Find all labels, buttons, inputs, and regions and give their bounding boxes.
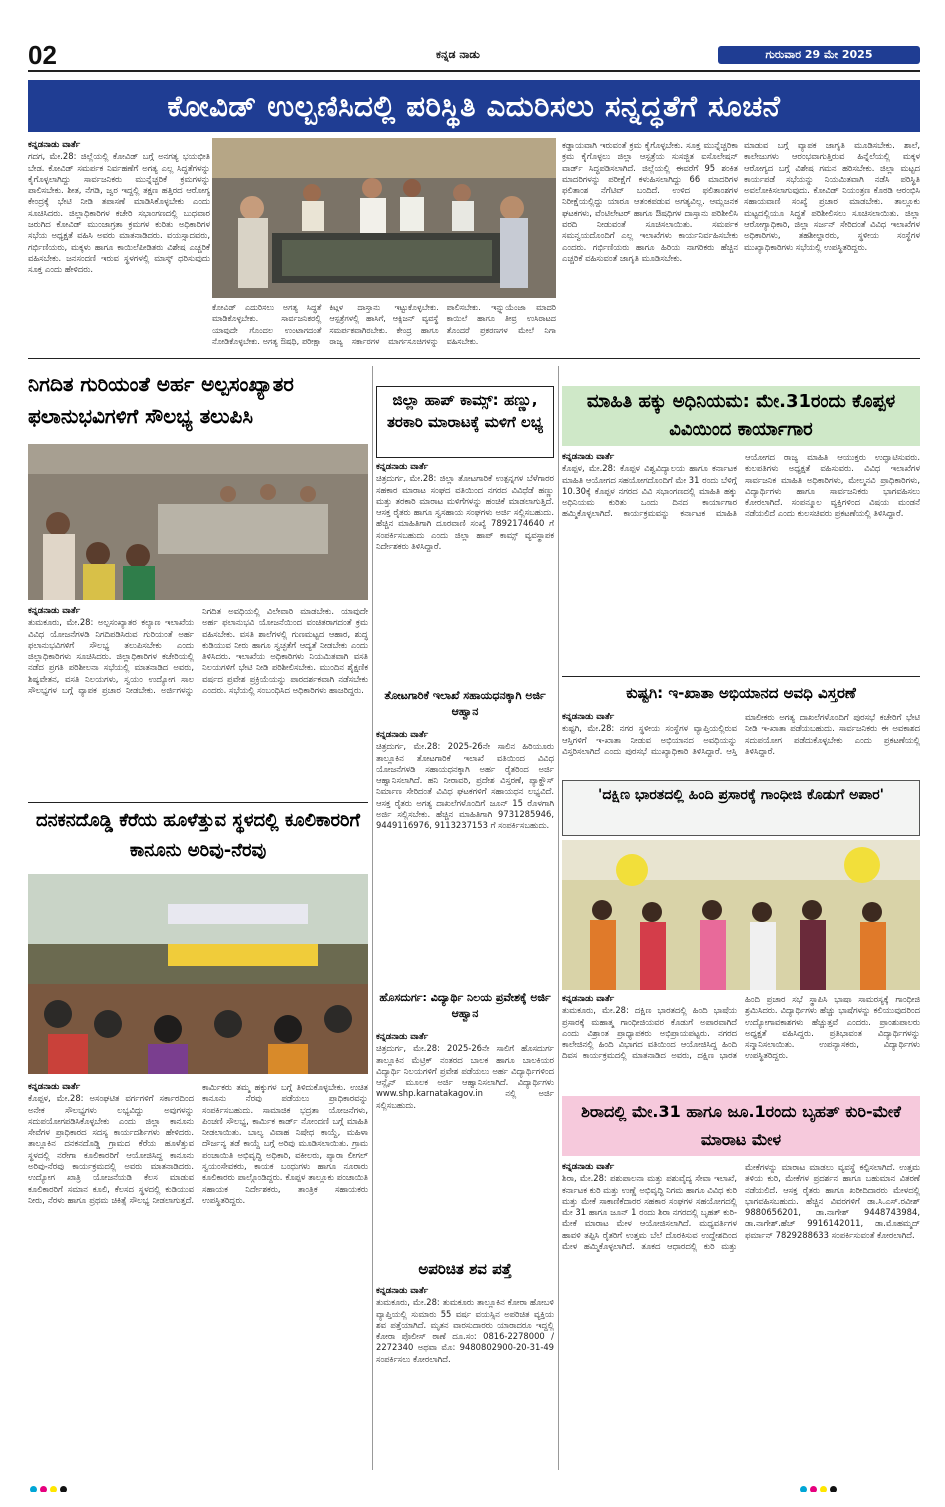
hindi-body: ತುಮಕೂರು, ಮೇ.28: ದಕ್ಷಿಣ ಭಾರತದಲ್ಲಿ ಹಿಂದಿ ಭಾಷೆಯ ಪ್ರಸಾರಕ್ಕೆ ಮಹಾತ್ಮ ಗಾಂಧೀಜಿಯವರ ಕೊಡುಗೆ ಅಪಾರವಾಗಿದೆ ಎಂದು ವಿಶ್ರಾಂತ ಪ್ರಾಧ್ಯಾಪಕರು ಅಭಿಪ್ರಾಯಪಟ್ಟರು. ನಗರದ ಕಾಲೇಜಿನಲ್ಲಿ ಹಿಂದಿ ವಿಭಾಗದ ವತಿಯಿಂದ ಆಯೋಜಿಸಿದ್ದ ಹಿಂದಿ ದಿವಸ ಕಾರ್ಯಕ್ರಮದಲ್ಲಿ ಮಾತನಾಡಿದ ಅವರು, ದಕ್ಷಿಣ ಭಾರತ ಹಿಂದಿ ಪ್ರಚಾರ ಸಭೆ ಸ್ಥಾಪಿಸಿ ಭಾಷಾ ಸಾಮರಸ್ಯಕ್ಕೆ ಗಾಂಧೀಜಿ ಶ್ರಮಿಸಿದರು. ವಿದ್ಯಾರ್ಥಿಗಳು ಹೆಚ್ಚು ಭಾಷೆಗಳನ್ನು ಕಲಿಯುವುದರಿಂದ ಉದ್ಯೋಗಾವಕಾಶಗಳು ಹೆಚ್ಚುತ್ತವೆ ಎಂದರು. ಪ್ರಾಂಶುಪಾಲರು ಅಧ್ಯಕ್ಷತೆ ವಹಿಸಿದ್ದರು. ಪ್ರತಿಭಾವಂತ ವಿದ್ಯಾರ್ಥಿಗಳನ್ನು ಸನ್ಮಾನಿಸಲಾಯಿತು. ಉಪನ್ಯಾಸಕರು, ವಿದ್ಯಾರ್ಥಿಗಳು ಉಪಸ್ಥಿತರಿದ್ದರು. [562,994,920,1061]
hopcoms-headline: ಜಿಲ್ಲಾ ಹಾಪ್ ಕಾಮ್ಸ್: ಹಣ್ಣು, ತರಕಾರಿ ಮಾರಾಟಕ್ಕೆ ಮಳಿಗೆ ಲಭ್ಯ [386,391,544,431]
sheep-headline: ಶಿರಾದಲ್ಲಿ ಮೇ.31 ಹಾಗೂ ಜೂ.1ರಂದು ಬೃಹತ್ ಕುರಿ-ಮೇಕೆ ಮಾರಾಟ ಮೇಳ [581,1102,901,1149]
ekhata-headline: ಕುಷ್ಟಗಿ: ಇ-ಖಾತಾ ಅಭಿಯಾನದ ಅವಧಿ ವಿಸ್ತರಣೆ [626,684,856,702]
minority-photo [28,444,368,600]
section-rule-1 [28,358,920,359]
registration-dots-right [800,1478,920,1492]
page-number: 02 [28,40,57,70]
ekhata-byline: ಕನ್ನಡನಾಡು ವಾರ್ತೆ [562,712,615,722]
hopcoms-byline: ಕನ್ನಡನಾಡು ವಾರ್ತೆ [376,462,429,472]
lake-body: ಕೊಪ್ಪಳ, ಮೇ.28: ಅಸಂಘಟಿತ ವರ್ಗಗಳಿಗೆ ಸರ್ಕಾರದಿಂದ ಅನೇಕ ಸೌಲಭ್ಯಗಳು ಲಭ್ಯವಿದ್ದು ಅವುಗಳನ್ನು ಸದುಪಯೋಗಪಡಿಸಿಕೊಳ್ಳಬೇಕು ಎಂದು ಜಿಲ್ಲಾ ಕಾನೂನು ಸೇವೆಗಳ ಪ್ರಾಧಿಕಾರದ ಸದಸ್ಯ ಕಾರ್ಯದರ್ಶಿಗಳು ಹೇಳಿದರು. ತಾಲ್ಲೂಕಿನ ದನಕನದೊಡ್ಡಿ ಗ್ರಾಮದ ಕೆರೆಯ ಹೂಳೆತ್ತುವ ಸ್ಥಳದಲ್ಲಿ ನರೇಗಾ ಕೂಲಿಕಾರರಿಗೆ ಆಯೋಜಿಸಿದ್ದ ಕಾನೂನು ಅರಿವು-ನೆರವು ಕಾರ್ಯಕ್ರಮದಲ್ಲಿ ಅವರು ಮಾತನಾಡಿದರು. ಉದ್ಯೋಗ ಖಾತ್ರಿ ಯೋಜನೆಯಡಿ ಕೆಲಸ ಮಾಡುವ ಕೂಲಿಕಾರರಿಗೆ ಸಮಾನ ಕೂಲಿ, ಕೆಲಸದ ಸ್ಥಳದಲ್ಲಿ ಕುಡಿಯುವ ನೀರು, ನೆರಳು ಹಾಗೂ ಪ್ರಥಮ ಚಿಕಿತ್ಸೆ ಸೌಲಭ್ಯ ನೀಡಲಾಗುತ್ತದೆ. ಕಾರ್ಮಿಕರು ತಮ್ಮ ಹಕ್ಕುಗಳ ಬಗ್ಗೆ ತಿಳಿದುಕೊಳ್ಳಬೇಕು. ಉಚಿತ ಕಾನೂನು ನೆರವು ಪಡೆಯಲು ಪ್ರಾಧಿಕಾರವನ್ನು ಸಂಪರ್ಕಿಸಬಹುದು. ಸಾಮಾಜಿಕ ಭದ್ರತಾ ಯೋಜನೆಗಳು, ಪಿಂಚಣಿ ಸೌಲಭ್ಯ, ಕಾರ್ಮಿಕ ಕಾರ್ಡ್ ನೋಂದಣಿ ಬಗ್ಗೆ ಮಾಹಿತಿ ನೀಡಲಾಯಿತು. ಬಾಲ್ಯ ವಿವಾಹ ನಿಷೇಧ ಕಾಯ್ದೆ, ಮಹಿಳಾ ದೌರ್ಜನ್ಯ ತಡೆ ಕಾಯ್ದೆ ಬಗ್ಗೆ ಅರಿವು ಮೂಡಿಸಲಾಯಿತು. ಗ್ರಾಮ ಪಂಚಾಯಿತಿ ಅಭಿವೃದ್ಧಿ ಅಧಿಕಾರಿ, ವಕೀಲರು, ಪ್ಯಾರಾ ಲೀಗಲ್ ಸ್ವಯಂಸೇವಕರು, ಕಾಯಕ ಬಂಧುಗಳು ಹಾಗೂ ನೂರಾರು ಕೂಲಿಕಾರರು ಪಾಲ್ಗೊಂಡಿದ್ದರು. ಕೊಪ್ಪಳ ತಾಲ್ಲೂಕು ಪಂಚಾಯಿತಿ ಸಹಾಯಕ ನಿರ್ದೇಶಕರು, ತಾಂತ್ರಿಕ ಸಹಾಯಕರು ಉಪಸ್ಥಿತರಿದ್ದರು. [28,1082,368,1205]
rti-headline-box [562,386,920,446]
lead-headline-bar [28,80,920,132]
hindi-body-box [562,994,920,1090]
body-found-headline: ಅಪರಿಚಿತ ಶವ ಪತ್ತೆ [418,1260,512,1278]
lead-photo [212,138,556,298]
date-badge [718,46,920,64]
lead-headline: ಕೋವಿಡ್ ಉಲ್ಬಣಿಸಿದಲ್ಲಿ ಪರಿಸ್ಥಿತಿ ಎದುರಿಸಲು ಸನ್ನದ್ಧತೆಗೆ ಸೂಚನೆ [167,89,781,123]
lead-col4: ಮಾಡುವ ಬಗ್ಗೆ ವ್ಯಾಪಕ ಜಾಗೃತಿ ಮೂಡಿಸಬೇಕು. ಶಾಲೆ, ಕಾಲೇಜುಗಳು ಆರಂಭವಾಗುತ್ತಿರುವ ಹಿನ್ನೆಲೆಯಲ್ಲಿ ಮಕ್ಕಳ ಆರೋಗ್ಯದ ಬಗ್ಗೆ ವಿಶೇಷ ಗಮನ ಹರಿಸಬೇಕು. ಜಿಲ್ಲಾ ಮಟ್ಟದ ಕಾರ್ಯಪಡೆ ಸಭೆಯನ್ನು ನಿಯಮಿತವಾಗಿ ನಡೆಸಿ ಪರಿಸ್ಥಿತಿ ಅವಲೋಕಿಸಲಾಗುವುದು. ಕೋವಿಡ್ ನಿಯಂತ್ರಣ ಕೊಠಡಿ ಆರಂಭಿಸಿ ಸಹಾಯವಾಣಿ ಸಂಖ್ಯೆ ಪ್ರಚಾರ ಮಾಡಬೇಕು. ತಾಲ್ಲೂಕು ಮಟ್ಟದಲ್ಲಿಯೂ ಸಿದ್ಧತೆ ಪರಿಶೀಲಿಸಲು ಸೂಚಿಸಲಾಯಿತು. ಜಿಲ್ಲಾ ಆರೋಗ್ಯಾಧಿಕಾರಿ, ಜಿಲ್ಲಾ ಸರ್ಜನ್ ಸೇರಿದಂತೆ ವಿವಿಧ ಇಲಾಖೆಗಳ ಅಧಿಕಾರಿಗಳು, ತಹಶೀಲ್ದಾರರು, ಸ್ಥಳೀಯ ಸಂಸ್ಥೆಗಳ ಮುಖ್ಯಾಧಿಕಾರಿಗಳು ಸಭೆಯಲ್ಲಿ ಉಪಸ್ಥಿತರಿದ್ದರು. [744,140,920,252]
rti-byline: ಕನ್ನಡನಾಡು ವಾರ್ತೆ [562,452,615,462]
minority-byline: ಕನ್ನಡನಾಡು ವಾರ್ತೆ [28,606,81,616]
meeting-photo-image [212,138,556,298]
hindi-headline-box [562,780,920,836]
ekhata-body-box [562,712,920,774]
lead-col1-text: ಗದಗ, ಮೇ.28: ಜಿಲ್ಲೆಯಲ್ಲಿ ಕೋವಿಡ್ ಬಗ್ಗೆ ಅನಗತ್ಯ ಭಯಭೀತಿ ಬೇಡ. ಕೋವಿಡ್ ಸಮರ್ಪಕ ನಿರ್ವಹಣೆಗೆ ಅಗತ್ಯ ಎಲ್ಲ ಸಿದ್ಧತೆಗಳನ್ನು ಕೈಗೊಳ್ಳಲಾಗಿದ್ದು ಸಾರ್ವಜನಿಕರು ಮುನ್ನೆಚ್ಚರಿಕೆ ಕ್ರಮಗಳನ್ನು ಪಾಲಿಸಬೇಕು. ಶೀತ, ನೆಗಡಿ, ಜ್ವರ ಇದ್ದಲ್ಲಿ ತಕ್ಷಣ ಹತ್ತಿರದ ಆರೋಗ್ಯ ಕೇಂದ್ರಕ್ಕೆ ಭೇಟಿ ನೀಡಿ ತಪಾಸಣೆ ಮಾಡಿಸಿಕೊಳ್ಳಬೇಕು ಎಂದು ಸೂಚಿಸಿದರು. ಜಿಲ್ಲಾಧಿಕಾರಿಗಳ ಕಚೇರಿ ಸಭಾಂಗಣದಲ್ಲಿ ಬುಧವಾರ ಜರುಗಿದ ಕೋವಿಡ್ ಮುಂಜಾಗ್ರತಾ ಕ್ರಮಗಳ ಕುರಿತು ಅಧಿಕಾರಿಗಳ ಸಭೆಯ ಅಧ್ಯಕ್ಷತೆ ವಹಿಸಿ ಅವರು ಮಾತನಾಡಿದರು. ವಯಸ್ಸಾದವರು, ಗರ್ಭಿಣಿಯರು, ಮಕ್ಕಳು ಹಾಗೂ ಕಾಯಿಲೆಪೀಡಿತರು ವಿಶೇಷ ಎಚ್ಚರಿಕೆ ವಹಿಸಬೇಕು. ಜನಸಂದಣಿ ಇರುವ ಸ್ಥಳಗಳಲ್ಲಿ ಮಾಸ್ಕ್ ಧರಿಸುವುದು ಸೂಕ್ತ ಎಂದು ಹೇಳಿದರು. [28,151,210,275]
minority-headline: ನಿಗದಿತ ಗುರಿಯಂತೆ ಅರ್ಹ ಅಲ್ಪಸಂಖ್ಯಾತರ ಫಲಾನುಭವಿಗಳಿಗೆ ಸೌಲಭ್ಯ ತಲುಪಿಸಿ [28,372,294,428]
hindi-byline: ಕನ್ನಡನಾಡು ವಾರ್ತೆ [562,994,615,1004]
hostel-body: ಚಿತ್ರದುರ್ಗ, ಮೇ.28: 2025-26ನೇ ಸಾಲಿಗೆ ಹೊಸದುರ್ಗ ತಾಲ್ಲೂಕಿನ ಮೆಟ್ರಿಕ್ ನಂತರದ ಬಾಲಕ ಹಾಗೂ ಬಾಲಕಿಯರ ವಿದ್ಯಾರ್ಥಿ ನಿಲಯಗಳಿಗೆ ಪ್ರವೇಶ ಪಡೆಯಲು ಅರ್ಹ ವಿದ್ಯಾರ್ಥಿಗಳಿಂದ ಆನ್ಲೈನ್ ಮೂಲಕ ಅರ್ಜಿ ಆಹ್ವಾನಿಸಲಾಗಿದೆ. ವಿದ್ಯಾರ್ಥಿಗಳು www.shp.karnatakagov.in ನಲ್ಲಿ ಅರ್ಜಿ ಸಲ್ಲಿಸಬಹುದು. [376,1043,554,1110]
hindi-headline: 'ದಕ್ಷಿಣ ಭಾರತದಲ್ಲಿ ಹಿಂದಿ ಪ್ರಸಾರಕ್ಕೆ ಗಾಂಧೀಜಿ ಕೊಡುಗೆ ಅಪಾರ' [598,787,884,803]
hindi-photo [562,840,920,990]
hostel-body-box [376,1032,554,1252]
minority-body-box [28,606,368,796]
date-text: ಗುರುವಾರ 29 ಮೇ 2025 [765,48,873,61]
hostel-byline: ಕನ್ನಡನಾಡು ವಾರ್ತೆ [376,1032,429,1042]
sheep-body: ಶಿರಾ, ಮೇ.28: ಪಶುಪಾಲನಾ ಮತ್ತು ಪಶುವೈದ್ಯ ಸೇವಾ ಇಲಾಖೆ, ಕರ್ನಾಟಕ ಕುರಿ ಮತ್ತು ಉಣ್ಣೆ ಅಭಿವೃದ್ಧಿ ನಿಗಮ ಹಾಗೂ ವಿವಿಧ ಕುರಿ ಮತ್ತು ಮೇಕೆ ಸಾಕಾಣಿಕೆದಾರರ ಸಹಕಾರ ಸಂಘಗಳ ಸಹಯೋಗದಲ್ಲಿ ಮೇ 31 ಹಾಗೂ ಜೂನ್ 1 ರಂದು ಶಿರಾ ನಗರದಲ್ಲಿ ಬೃಹತ್ ಕುರಿ-ಮೇಕೆ ಮಾರಾಟ ಮೇಳ ಆಯೋಜಿಸಲಾಗಿದೆ. ಮಧ್ಯವರ್ತಿಗಳ ಹಾವಳಿ ತಪ್ಪಿಸಿ ರೈತರಿಗೆ ಉತ್ತಮ ಬೆಲೆ ದೊರಕಿಸುವ ಉದ್ದೇಶದಿಂದ ಮೇಳ ಹಮ್ಮಿಕೊಳ್ಳಲಾಗಿದೆ. ತೂಕದ ಆಧಾರದಲ್ಲಿ ಕುರಿ ಮತ್ತು ಮೇಕೆಗಳನ್ನು ಮಾರಾಟ ಮಾಡಲು ವ್ಯವಸ್ಥೆ ಕಲ್ಪಿಸಲಾಗಿದೆ. ಉತ್ತಮ ತಳಿಯ ಕುರಿ, ಮೇಕೆಗಳ ಪ್ರದರ್ಶನ ಹಾಗೂ ಬಹುಮಾನ ವಿತರಣೆ ನಡೆಯಲಿದೆ. ಆಸಕ್ತ ರೈತರು ಹಾಗೂ ಖರೀದಿದಾರರು ಮೇಳದಲ್ಲಿ ಭಾಗವಹಿಸಬಹುದು. ಹೆಚ್ಚಿನ ವಿವರಗಳಿಗೆ ಡಾ.ಸಿ.ಎಸ್.ರವೀಶ್ 9880656201, ಡಾ.ನಾಗೇಶ್ 9448743984, ಡಾ.ನಾಗೇಶ್.ಹೆಚ್ 9916142011, ಡಾ.ಮೊಹಮ್ಮದ್ ಫರ್ಮಾನ್ 7829288633 ಸಂಪರ್ಕಿಸುವಂತೆ ಕೋರಲಾಗಿದೆ. [562,1162,920,1252]
section-rule-3 [562,676,920,677]
lead-byline: ಕನ್ನಡನಾಡು ವಾರ್ತೆ [28,140,81,150]
rti-body: ಕೊಪ್ಪಳ, ಮೇ.28: ಕೊಪ್ಪಳ ವಿಶ್ವವಿದ್ಯಾಲಯ ಹಾಗೂ ಕರ್ನಾಟಕ ಮಾಹಿತಿ ಆಯೋಗದ ಸಹಯೋಗದೊಂದಿಗೆ ಮೇ 31 ರಂದು ಬೆಳಿಗ್ಗೆ 10.30ಕ್ಕೆ ಕೊಪ್ಪಳ ನಗರದ ವಿವಿ ಸಭಾಂಗಣದಲ್ಲಿ ಮಾಹಿತಿ ಹಕ್ಕು ಅಧಿನಿಯಮ ಕುರಿತು ಒಂದು ದಿನದ ಕಾರ್ಯಾಗಾರ ಹಮ್ಮಿಕೊಳ್ಳಲಾಗಿದೆ. ಕಾರ್ಯಕ್ರಮವನ್ನು ಕರ್ನಾಟಕ ಮಾಹಿತಿ ಆಯೋಗದ ರಾಜ್ಯ ಮಾಹಿತಿ ಆಯುಕ್ತರು ಉದ್ಘಾಟಿಸುವರು. ಕುಲಪತಿಗಳು ಅಧ್ಯಕ್ಷತೆ ವಹಿಸುವರು. ವಿವಿಧ ಇಲಾಖೆಗಳ ಸಾರ್ವಜನಿಕ ಮಾಹಿತಿ ಅಧಿಕಾರಿಗಳು, ಮೇಲ್ಮನವಿ ಪ್ರಾಧಿಕಾರಿಗಳು, ವಿದ್ಯಾರ್ಥಿಗಳು ಹಾಗೂ ಸಾರ್ವಜನಿಕರು ಭಾಗವಹಿಸಲು ಕೋರಲಾಗಿದೆ. ಸಂಪನ್ಮೂಲ ವ್ಯಕ್ತಿಗಳಿಂದ ವಿಷಯ ಮಂಡನೆ ನಡೆಯಲಿದೆ ಎಂದು ಕುಲಸಚಿವರು ಪ್ರಕಟಣೆಯಲ್ಲಿ ತಿಳಿಸಿದ್ದಾರೆ. [562,452,920,519]
hostel-headline-box [376,990,554,1030]
meeting-hall-image [28,444,368,600]
registration-dots-left [30,1478,150,1492]
rti-headline: ಮಾಹಿತಿ ಹಕ್ಕು ಅಧಿನಿಯಮ: ಮೇ.31ರಂದು ಕೊಪ್ಪಳ ವಿವಿಯಿಂದ ಕಾರ್ಯಾಗಾರ [586,391,896,440]
ekhata-body: ಕುಷ್ಟಗಿ, ಮೇ.28: ನಗರ ಸ್ಥಳೀಯ ಸಂಸ್ಥೆಗಳ ವ್ಯಾಪ್ತಿಯಲ್ಲಿರುವ ಆಸ್ತಿಗಳಿಗೆ ಇ-ಖಾತಾ ನೀಡುವ ಅಭಿಯಾನದ ಅವಧಿಯನ್ನು ವಿಸ್ತರಿಸಲಾಗಿದೆ ಎಂದು ಪುರಸಭೆ ಮುಖ್ಯಾಧಿಕಾರಿ ತಿಳಿಸಿದ್ದಾರೆ. ಆಸ್ತಿ ಮಾಲೀಕರು ಅಗತ್ಯ ದಾಖಲೆಗಳೊಂದಿಗೆ ಪುರಸಭೆ ಕಚೇರಿಗೆ ಭೇಟಿ ನೀಡಿ ಇ-ಖಾತಾ ಪಡೆಯಬಹುದು. ಸಾರ್ವಜನಿಕರು ಈ ಅವಕಾಶದ ಸದುಪಯೋಗ ಪಡೆದುಕೊಳ್ಳಬೇಕು ಎಂದು ಪ್ರಕಟಣೆಯಲ್ಲಿ ತಿಳಿಸಿದ್ದಾರೆ. [562,712,920,756]
felicitation-image [562,840,920,990]
hostel-headline: ಹೊಸದುರ್ಗ: ವಿದ್ಯಾರ್ಥಿ ನಿಲಯ ಪ್ರವೇಶಕ್ಕೆ ಅರ್ಜಿ ಆಹ್ವಾನ [379,991,551,1020]
lead-col1 [28,140,210,352]
hopcoms-headline-box [376,386,554,458]
minority-body: ತುಮಕೂರು, ಮೇ.28: ಅಲ್ಪಸಂಖ್ಯಾತರ ಕಲ್ಯಾಣ ಇಲಾಖೆಯ ವಿವಿಧ ಯೋಜನೆಗಳಡಿ ನಿಗದಿಪಡಿಸಿರುವ ಗುರಿಯಂತೆ ಅರ್ಹ ಫಲಾನುಭವಿಗಳಿಗೆ ಸೌಲಭ್ಯ ತಲುಪಿಸಬೇಕು ಎಂದು ಜಿಲ್ಲಾಧಿಕಾರಿಗಳು ಸೂಚಿಸಿದರು. ಜಿಲ್ಲಾಧಿಕಾರಿಗಳ ಕಚೇರಿಯಲ್ಲಿ ನಡೆದ ಪ್ರಗತಿ ಪರಿಶೀಲನಾ ಸಭೆಯಲ್ಲಿ ಮಾತನಾಡಿದ ಅವರು, ಶಿಷ್ಯವೇತನ, ವಸತಿ ನಿಲಯಗಳು, ಸ್ವಯಂ ಉದ್ಯೋಗ ಸಾಲ ಸೌಲಭ್ಯಗಳ ಬಗ್ಗೆ ವ್ಯಾಪಕ ಪ್ರಚಾರ ನೀಡಬೇಕು. ಅರ್ಜಿಗಳನ್ನು ನಿಗದಿತ ಅವಧಿಯಲ್ಲಿ ವಿಲೇವಾರಿ ಮಾಡಬೇಕು. ಯಾವುದೇ ಅರ್ಹ ಫಲಾನುಭವಿ ಯೋಜನೆಯಿಂದ ವಂಚಿತರಾಗದಂತೆ ಕ್ರಮ ವಹಿಸಬೇಕು. ವಸತಿ ಶಾಲೆಗಳಲ್ಲಿ ಗುಣಮಟ್ಟದ ಆಹಾರ, ಶುದ್ಧ ಕುಡಿಯುವ ನೀರು ಹಾಗೂ ಸ್ವಚ್ಛತೆಗೆ ಆದ್ಯತೆ ನೀಡಬೇಕು ಎಂದು ತಿಳಿಸಿದರು. ಇಲಾಖೆಯ ಅಧಿಕಾರಿಗಳು ನಿಯಮಿತವಾಗಿ ವಸತಿ ನಿಲಯಗಳಿಗೆ ಭೇಟಿ ನೀಡಿ ಪರಿಶೀಲಿಸಬೇಕು. ಮುಂದಿನ ಶೈಕ್ಷಣಿಕ ವರ್ಷದ ಪ್ರವೇಶ ಪ್ರಕ್ರಿಯೆಯನ್ನು ಪಾರದರ್ಶಕವಾಗಿ ನಡೆಸಬೇಕು ಎಂದರು. ಸಭೆಯಲ್ಲಿ ಸಂಬಂಧಿಸಿದ ಅಧಿಕಾರಿಗಳು ಹಾಜರಿದ್ದರು. [28,606,368,696]
lead-col3: ಕಡ್ಡಾಯವಾಗಿ ಇರುವಂತೆ ಕ್ರಮ ಕೈಗೊಳ್ಳಬೇಕು. ಸೂಕ್ತ ಮುನ್ನೆಚ್ಚರಿಕಾ ಕ್ರಮ ಕೈಗೊಳ್ಳಲು ಜಿಲ್ಲಾ ಆಸ್ಪತ್ರೆಯ ಸುಸಜ್ಜಿತ ಐಸೊಲೇಷನ್ ವಾರ್ಡ್ ಸಿದ್ಧಪಡಿಸಲಾಗಿದೆ. ಜಿಲ್ಲೆಯಲ್ಲಿ ಈವರೆಗೆ 95 ಶಂಕಿತ ಮಾದರಿಗಳನ್ನು ಪರೀಕ್ಷೆಗೆ ಕಳುಹಿಸಲಾಗಿದ್ದು 66 ಮಾದರಿಗಳ ಫಲಿತಾಂಶ ನೆಗೆಟಿವ್ ಬಂದಿದೆ. ಉಳಿದ ಫಲಿತಾಂಶಗಳ ನಿರೀಕ್ಷೆಯಲ್ಲಿದ್ದು ಯಾರೂ ಆತಂಕಪಡುವ ಅಗತ್ಯವಿಲ್ಲ. ಆಮ್ಲಜನಕ ಘಟಕಗಳು, ವೆಂಟಿಲೇಟರ್ ಹಾಗೂ ಔಷಧಿಗಳ ದಾಸ್ತಾನು ಪರಿಶೀಲಿಸಿ ವರದಿ ನೀಡುವಂತೆ ಸೂಚಿಸಲಾಯಿತು. ಸಮರ್ಪಕ ಸಮನ್ವಯದೊಂದಿಗೆ ಎಲ್ಲ ಇಲಾಖೆಗಳು ಕಾರ್ಯನಿರ್ವಹಿಸಬೇಕು ಎಂದರು. ಗರ್ಭಿಣಿಯರು ಹಾಗೂ ಹಿರಿಯ ನಾಗರಿಕರು ಹೆಚ್ಚಿನ ಎಚ್ಚರಿಕೆ ವಹಿಸುವಂತೆ ಜಾಗೃತಿ ಮೂಡಿಸಬೇಕು. [562,140,738,263]
ekhata-headline-box [562,678,920,708]
column-rule-right [558,366,559,1470]
sheep-headline-box [562,1096,920,1156]
subsidy-byline: ಕನ್ನಡನಾಡು ವಾರ್ತೆ [376,730,429,740]
body-found-body-box [376,1286,554,1470]
subsidy-headline: ತೋಟಗಾರಿಕೆ ಇಲಾಖೆ ಸಹಾಯಧನಕ್ಕಾಗಿ ಅರ್ಜಿ ಆಹ್ವಾನ [384,689,546,718]
paper-name: ಕನ್ನಡ ನಾಡು [436,48,480,61]
hopcoms-body: ಚಿತ್ರದುರ್ಗ, ಮೇ.28: ಜಿಲ್ಲಾ ತೋಟಗಾರಿಕೆ ಉತ್ಪನ್ನಗಳ ಬೆಳೆಗಾರರ ಸಹಕಾರ ಮಾರಾಟ ಸಂಘದ ವತಿಯಿಂದ ನಗರದ ವಿವಿಧೆಡೆ ಹಣ್ಣು ಮತ್ತು ತರಕಾರಿ ಮಾರಾಟ ಮಳಿಗೆಗಳನ್ನು ಹಂಚಿಕೆ ಮಾಡಲಾಗುತ್ತಿದೆ. ಆಸಕ್ತ ರೈತರು ಹಾಗೂ ಸ್ವಸಹಾಯ ಸಂಘಗಳು ಅರ್ಜಿ ಸಲ್ಲಿಸಬಹುದು. ಹೆಚ್ಚಿನ ಮಾಹಿತಿಗಾಗಿ ದೂರವಾಣಿ ಸಂಖ್ಯೆ 7892174640 ಗೆ ಸಂಪರ್ಕಿಸಬಹುದು ಎಂದು ಜಿಲ್ಲಾ ಹಾಪ್ ಕಾಮ್ಸ್ ವ್ಯವಸ್ಥಾಪಕ ನಿರ್ದೇಶಕರು ತಿಳಿಸಿದ್ದಾರೆ. [376,473,554,552]
masthead-rule [28,70,920,72]
workers-gathering-image [28,874,368,1074]
subsidy-body: ಚಿತ್ರದುರ್ಗ, ಮೇ.28: 2025-26ನೇ ಸಾಲಿನ ಹಿರಿಯೂರು ತಾಲ್ಲೂಕಿನ ತೋಟಗಾರಿಕೆ ಇಲಾಖೆ ವತಿಯಿಂದ ವಿವಿಧ ಯೋಜನೆಗಳಡಿ ಸಹಾಯಧನಕ್ಕಾಗಿ ಅರ್ಹ ರೈತರಿಂದ ಅರ್ಜಿ ಆಹ್ವಾನಿಸಲಾಗಿದೆ. ಹನಿ ನೀರಾವರಿ, ಪ್ರದೇಶ ವಿಸ್ತರಣೆ, ಪ್ಯಾಕ್ಹೌಸ್ ನಿರ್ಮಾಣ ಸೇರಿದಂತೆ ವಿವಿಧ ಘಟಕಗಳಿಗೆ ಸಹಾಯಧನ ಲಭ್ಯವಿದೆ. ಆಸಕ್ತ ರೈತರು ಅಗತ್ಯ ದಾಖಲೆಗಳೊಂದಿಗೆ ಜೂನ್ 15 ರೊಳಗಾಗಿ ಅರ್ಜಿ ಸಲ್ಲಿಸಬೇಕು. ಹೆಚ್ಚಿನ ಮಾಹಿತಿಗಾಗಿ 9731285946, 9449116976, 9113237153 ಗೆ ಸಂಪರ್ಕಿಸಬಹುದು. [376,741,554,831]
masthead [0,0,945,80]
section-rule-2 [28,802,368,803]
lake-photo [28,874,368,1074]
body-found-byline: ಕನ್ನಡನಾಡು ವಾರ್ತೆ [376,1286,429,1296]
body-found-body: ತುಮಕೂರು, ಮೇ.28: ತುಮಕೂರು ತಾಲ್ಲೂಕಿನ ಕೋರಾ ಹೋಬಳಿ ವ್ಯಾಪ್ತಿಯಲ್ಲಿ ಸುಮಾರು 55 ವರ್ಷ ವಯಸ್ಸಿನ ಅಪರಿಚಿತ ವ್ಯಕ್ತಿಯ ಶವ ಪತ್ತೆಯಾಗಿದೆ. ಮೃತನ ವಾರಸುದಾರರು ಯಾರಾದರೂ ಇದ್ದಲ್ಲಿ ಕೋರಾ ಪೊಲೀಸ್ ಠಾಣೆ ದೂ.ಸಂ: 0816-2278000 / 2272340 ಅಥವಾ ಮೊ: 9480802900-20-31-49 ಸಂಪರ್ಕಿಸಲು ಕೋರಲಾಗಿದೆ. [376,1297,554,1364]
subsidy-body-box [376,730,554,986]
lake-headline-box [28,806,368,870]
column-rule-left [372,366,373,1470]
lake-byline: ಕನ್ನಡನಾಡು ವಾರ್ತೆ [28,1082,81,1092]
lake-headline: ದನಕನದೊಡ್ಡಿ ಕೆರೆಯ ಹೂಳೆತ್ತುವ ಸ್ಥಳದಲ್ಲಿ ಕೂಲಿಕಾರರಿಗೆ ಕಾನೂನು ಅರಿವು-ನೆರವು [36,810,360,861]
rti-body-box [562,452,920,672]
lead-below-photo: ಕೋವಿಡ್ ಎದುರಿಸಲು ಅಗತ್ಯ ಸಿದ್ಧತೆ ಮಾಡಿಕೊಳ್ಳಬೇಕು. ಸಾರ್ವಜನಿಕರಲ್ಲಿ ಯಾವುದೇ ಗೊಂದಲ ಉಂಟಾಗದಂತೆ ನೋಡಿಕೊಳ್ಳಬೇಕು. ಅಗತ್ಯ ಔಷಧಿ, ಪರೀಕ್ಷಾ ಕಿಟ್ಗಳ ದಾಸ್ತಾನು ಇಟ್ಟುಕೊಳ್ಳಬೇಕು. ಆಸ್ಪತ್ರೆಗಳಲ್ಲಿ ಹಾಸಿಗೆ, ಆಕ್ಸಿಜನ್ ವ್ಯವಸ್ಥೆ ಸಮರ್ಪಕವಾಗಿರಬೇಕು. ಕೇಂದ್ರ ಹಾಗೂ ರಾಜ್ಯ ಸರ್ಕಾರಗಳ ಮಾರ್ಗಸೂಚಿಗಳನ್ನು ಪಾಲಿಸಬೇಕು. ಇನ್ಫ್ಲುಯೆಂಜಾ ಮಾದರಿ ಕಾಯಿಲೆ ಹಾಗೂ ತೀವ್ರ ಉಸಿರಾಟದ ತೊಂದರೆ ಪ್ರಕರಣಗಳ ಮೇಲೆ ನಿಗಾ ವಹಿಸಬೇಕು. [212,303,556,346]
subsidy-headline-box [376,688,554,728]
sheep-byline: ಕನ್ನಡನಾಡು ವಾರ್ತೆ [562,1162,615,1172]
body-found-headline-box [376,1256,554,1282]
hopcoms-body-box [376,462,554,682]
sheep-body-box [562,1162,920,1470]
minority-headline-box [28,368,368,438]
lake-body-box [28,1082,368,1470]
